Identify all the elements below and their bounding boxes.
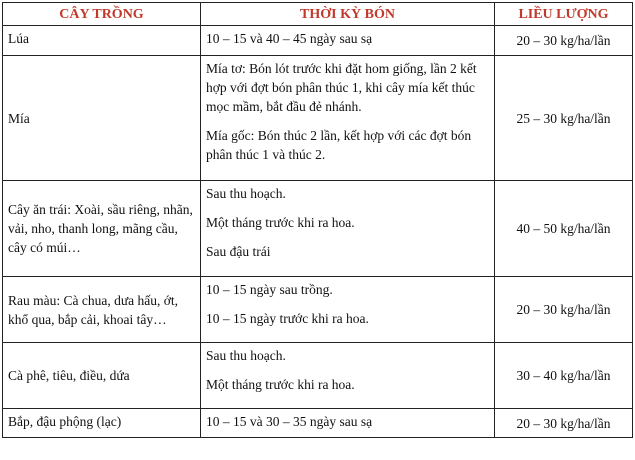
fertilizer-table [2,2,633,438]
timing-cell [201,26,495,56]
crop-cell: Bắp, đậu phộng (lạc) [3,409,201,438]
dose-cell: 20 – 30 kg/ha/lần [495,277,633,343]
timing-text: Sau đậu trái [206,244,271,259]
table-row [3,181,633,277]
crop-cell: Mía [3,56,201,181]
header-crop: CÂY TRỒNG [3,3,201,26]
timing-text: Một tháng trước khi ra hoa. [206,377,355,392]
dose-cell: 20 – 30 kg/ha/lần [495,26,633,56]
table-row [3,26,633,56]
dose-cell: 20 – 30 kg/ha/lần [495,409,633,438]
header-row [3,3,633,26]
timing-text: Mía gốc: Bón thúc 2 lần, kết hợp với các đợt bón phân thúc 1 và thúc 2. [206,128,472,162]
timing-text: 10 – 15 ngày trước khi ra hoa. [206,311,369,326]
crop-cell: Cà phê, tiêu, điều, dứa [3,343,201,409]
timing-cell [201,56,495,181]
dose-cell: 25 – 30 kg/ha/lần [495,56,633,181]
table-row [3,409,633,438]
header-timing: THỜI KỲ BÓN [201,3,495,26]
timing-text: Sau thu hoạch. [206,186,286,201]
header-dose: LIỀU LƯỢNG [495,3,633,26]
timing-cell [201,277,495,343]
table-row [3,343,633,409]
timing-cell [201,343,495,409]
timing-text: 10 – 15 và 30 – 35 ngày sau sạ [206,414,373,429]
crop-cell: Lúa [3,26,201,56]
timing-text: Một tháng trước khi ra hoa. [206,215,355,230]
timing-cell [201,409,495,438]
table-row [3,56,633,181]
timing-text: Mía tơ: Bón lót trước khi đặt hom giống, lần 2 kết hợp với đợt bón phân thúc 1, khi cây mía kết thúc mọc mầm, bắt đầu đẻ nhánh. [206,61,477,114]
timing-text: 10 – 15 ngày sau trồng. [206,282,333,297]
timing-cell [201,181,495,277]
table-row [3,277,633,343]
dose-cell: 30 – 40 kg/ha/lần [495,343,633,409]
timing-text: 10 – 15 và 40 – 45 ngày sau sạ [206,31,373,46]
crop-cell: Cây ăn trái: Xoài, sầu riêng, nhãn, vải, nho, thanh long, mãng cầu, cây có múi… [3,181,201,277]
timing-text: Sau thu hoạch. [206,348,286,363]
dose-cell: 40 – 50 kg/ha/lần [495,181,633,277]
crop-cell: Rau màu: Cà chua, dưa hấu, ớt, khổ qua, bắp cải, khoai tây… [3,277,201,343]
